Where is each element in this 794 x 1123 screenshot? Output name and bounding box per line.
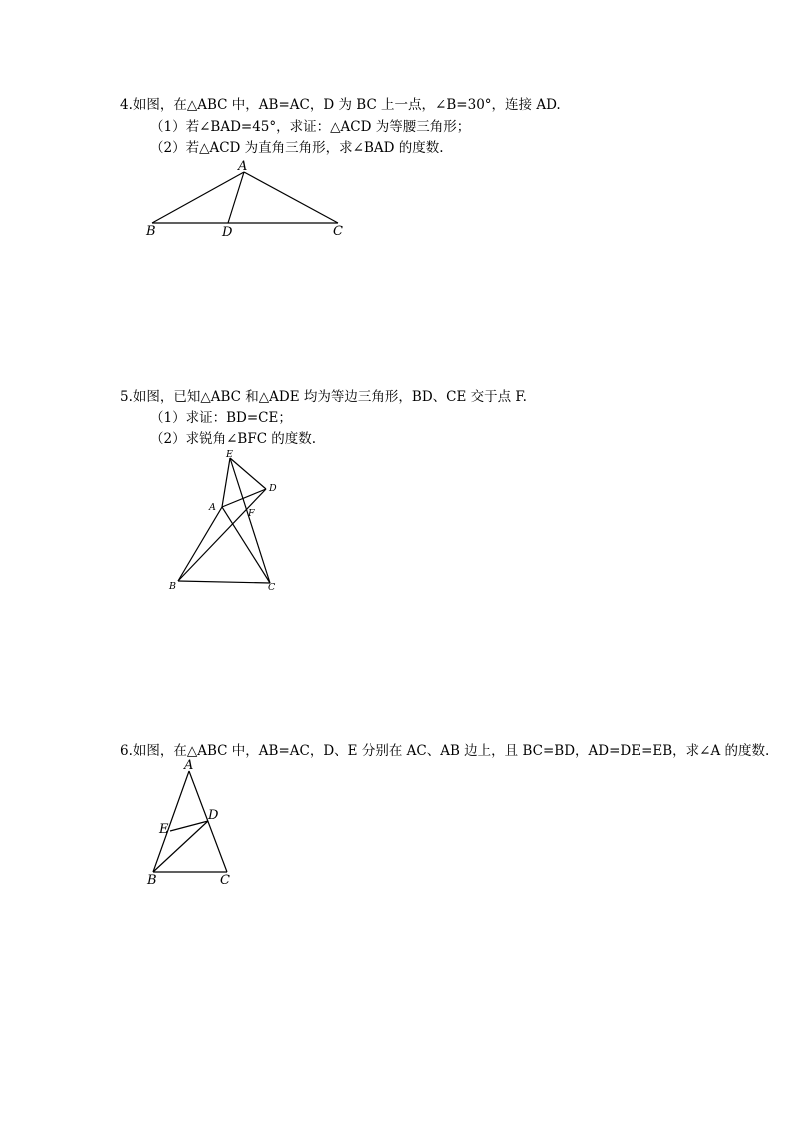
- problem-4-part-1: （1）若∠BAD=45°，求证：△ACD 为等腰三角形；: [150, 119, 471, 135]
- label-c: C: [220, 873, 230, 888]
- segment-ac: [244, 172, 338, 223]
- segment-bc: [178, 581, 270, 583]
- segment-ae: [222, 458, 230, 507]
- segment-bd: [178, 489, 266, 581]
- label-d: D: [269, 483, 277, 494]
- problem-5-part-2: （2）求锐角∠BFC 的度数.: [150, 431, 317, 447]
- problem-4-figure: [140, 158, 360, 243]
- segment-ac: [222, 507, 270, 583]
- label-f: F: [248, 508, 255, 519]
- problem-6-figure: [140, 758, 240, 888]
- label-c: C: [333, 224, 343, 239]
- problem-5-stem: 5.如图，已知△ABC 和△ADE 均为等边三角形，BD、CE 交于点 F.: [120, 389, 527, 405]
- segment-ad: [222, 489, 266, 507]
- label-a: A: [209, 502, 216, 513]
- problem-4-part-2: （2）若△ACD 为直角三角形，求∠BAD 的度数.: [150, 140, 444, 156]
- label-d: D: [208, 808, 219, 823]
- label-b: B: [169, 581, 176, 592]
- label-c: C: [268, 582, 276, 593]
- label-e: E: [159, 822, 169, 837]
- label-b: B: [147, 873, 157, 888]
- label-e: E: [226, 449, 233, 460]
- label-a: A: [184, 758, 194, 773]
- label-a: A: [238, 159, 248, 174]
- label-b: B: [146, 224, 156, 239]
- problem-5-figure: [160, 448, 290, 596]
- problem-6-stem: 6.如图，在△ABC 中，AB=AC，D、E 分别在 AC、AB 边上，且 BC=BD，AD=DE=EB，求∠A 的度数.: [120, 743, 770, 759]
- problem-4-stem: 4.如图，在△ABC 中，AB=AC，D 为 BC 上一点，∠B=30°，连接 AD.: [120, 97, 561, 113]
- label-d: D: [222, 225, 233, 240]
- segment-ab: [178, 507, 222, 581]
- problem-5-part-1: （1）求证：BD=CE；: [150, 410, 292, 426]
